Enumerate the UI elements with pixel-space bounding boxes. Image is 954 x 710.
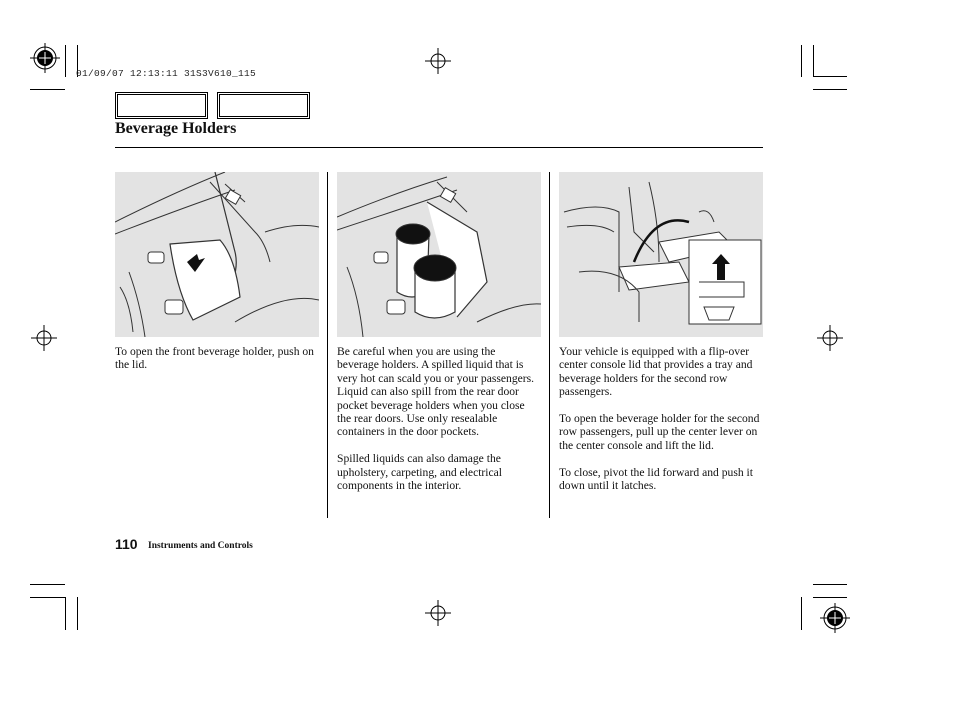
center-console-lid-illustration xyxy=(559,172,763,337)
paragraph: To close, pivot the lid forward and push it down until it latches. xyxy=(559,465,753,493)
column-3-text xyxy=(559,345,762,506)
nav-tab-box xyxy=(217,92,310,119)
paragraph: Be careful when you are using the beverage holders. A spilled liquid that is very hot can scald you or your passengers. Liquid can also spill from the rear door pocket beverage holders when you close the rear doors. Use only resealable containers in the door pockets. xyxy=(337,345,535,439)
column-divider xyxy=(549,172,550,518)
title-rule xyxy=(115,147,763,148)
column-1-text xyxy=(115,345,318,385)
registration-mark-icon xyxy=(30,43,60,73)
column-divider xyxy=(327,172,328,518)
paragraph: To open the front beverage holder, push on the lid. xyxy=(115,345,314,372)
crosshair-mark-icon xyxy=(425,48,451,74)
page-number: 110 xyxy=(115,536,138,552)
paragraph: Spilled liquids can also damage the upholstery, carpeting, and electrical components in the interior. xyxy=(337,452,503,493)
crosshair-mark-icon xyxy=(31,325,57,351)
print-stamp: 01/09/07 12:13:11 31S3V610_115 xyxy=(76,68,257,79)
crosshair-mark-icon xyxy=(817,325,843,351)
front-beverage-holder-illustration xyxy=(115,172,319,337)
paragraph: Your vehicle is equipped with a flip-over center console lid that provides a tray and beverage holders for the second row passengers. xyxy=(559,345,753,399)
crosshair-mark-icon xyxy=(425,600,451,626)
column-2-text xyxy=(337,345,540,506)
paragraph: To open the beverage holder for the second row passengers, pull up the center lever on the center console and lift the lid. xyxy=(559,412,760,452)
section-name: Instruments and Controls xyxy=(148,541,253,551)
page-title: Beverage Holders xyxy=(115,120,237,137)
nav-tab-box xyxy=(115,92,208,119)
registration-mark-icon xyxy=(820,603,850,633)
open-cup-holder-illustration xyxy=(337,172,541,337)
